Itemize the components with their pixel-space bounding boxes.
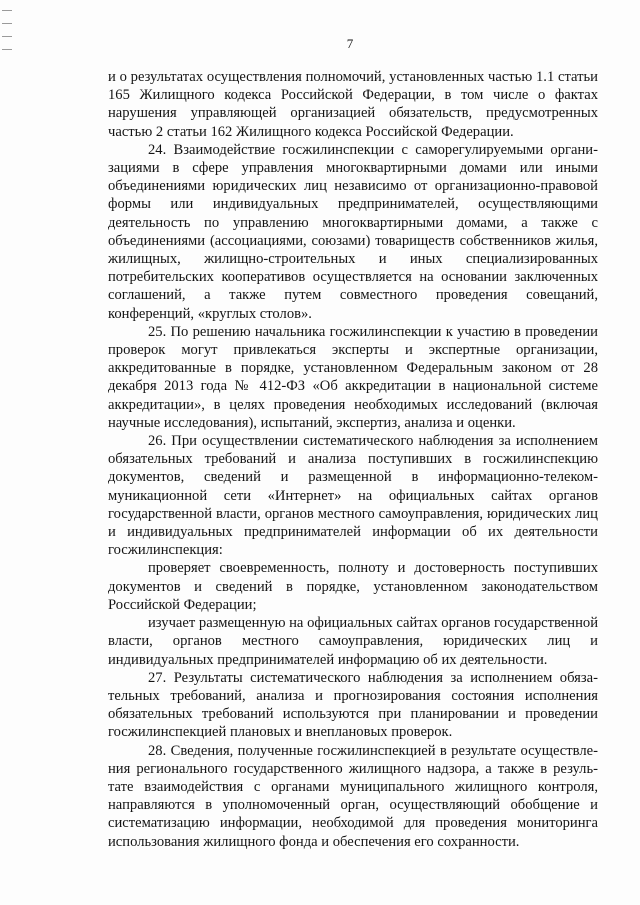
paragraph-26: 26. При осуществлении систематического наблюдения за исполнением обязательных требований и анализа поступивших в госжилинспекцию документов, сведений и размещенной в информационно-телекоммуникационной сети «Интернет» на официальных сайтах органов государственной власти, органов местного самоуправления, юридических лиц и индивидуальных предпринимателей информации об их деятельности госжилинспекция: [108,433,598,559]
page-number: 7 [346,36,354,51]
paragraph-27: 27. Результаты систематического наблюдения за исполнением обязательных требований, анализа и прогнозирования состояния исполнения обязательных требований используются при планировании и проведении госжилинспекцией плановых и внеплановых проверок. [108,669,598,741]
paragraph-28: 28. Сведения, полученные госжилинспекцией в результате осуществления регионального государственного жилищного надзора, а также в результате взаимодействия с органами муниципального жилищного контроля, направляются в уполномоченный орган, осуществляющий обобщение и систематизацию информации, необходимой для проведения мониторинга использования жилищного фонда и обеспечения его сохранности. [108,742,598,850]
document-body [108,68,598,851]
paragraph-26-item-checks: проверяет своевременность, полноту и достоверность поступивших документов и сведений в порядке, установленном законодательством Российской Федерации; [108,560,598,613]
paragraph-26-item-studies: изучает размещенную на официальных сайтах органов государственной власти, органов местного самоуправления, юридических лиц и индивидуальных предпринимателей информацию об их деятельности. [108,615,598,668]
paragraph-25: 25. По решению начальника госжилинспекции к участию в проведении проверок могут привлекаться эксперты и экспертные организации, аккредитованные в порядке, установленном Федеральным законом от 28 декабря 2013 года № 412-ФЗ «Об аккредитации в национальной системе аккредитации», в целях проведения необходимых исследований (включая научные исследования), испытаний, экспертиз, анализа и оценки. [108,323,598,431]
paragraph-24: 24. Взаимодействие госжилинспекции с саморегулируемыми организациями в сфере управления многоквартирными домами или иными объединениями юридических лиц независимо от организационно-правовой формы или индивидуальных предпринимателей, осуществляющими деятельность по управлению многоквартирными домами, а также с объединениями (ассоциациями, союзами) товариществ собственников жилья, жилищных, жилищно-строительных и иных специализированных потребительских кооперативов осуществляется на основании заключенных соглашений, а также путем совместного проведения совещаний, конференций, «круглых столов». [108,141,598,322]
paragraph-continuation: и о результатах осуществления полномочий, установленных частью 1.1 статьи 165 Жилищного кодекса Российской Федерации, в том числе о фактах нарушения управляющей организацией обязательств, предусмотренных частью 2 статьи 162 Жилищного кодекса Российской Федерации. [108,69,598,140]
